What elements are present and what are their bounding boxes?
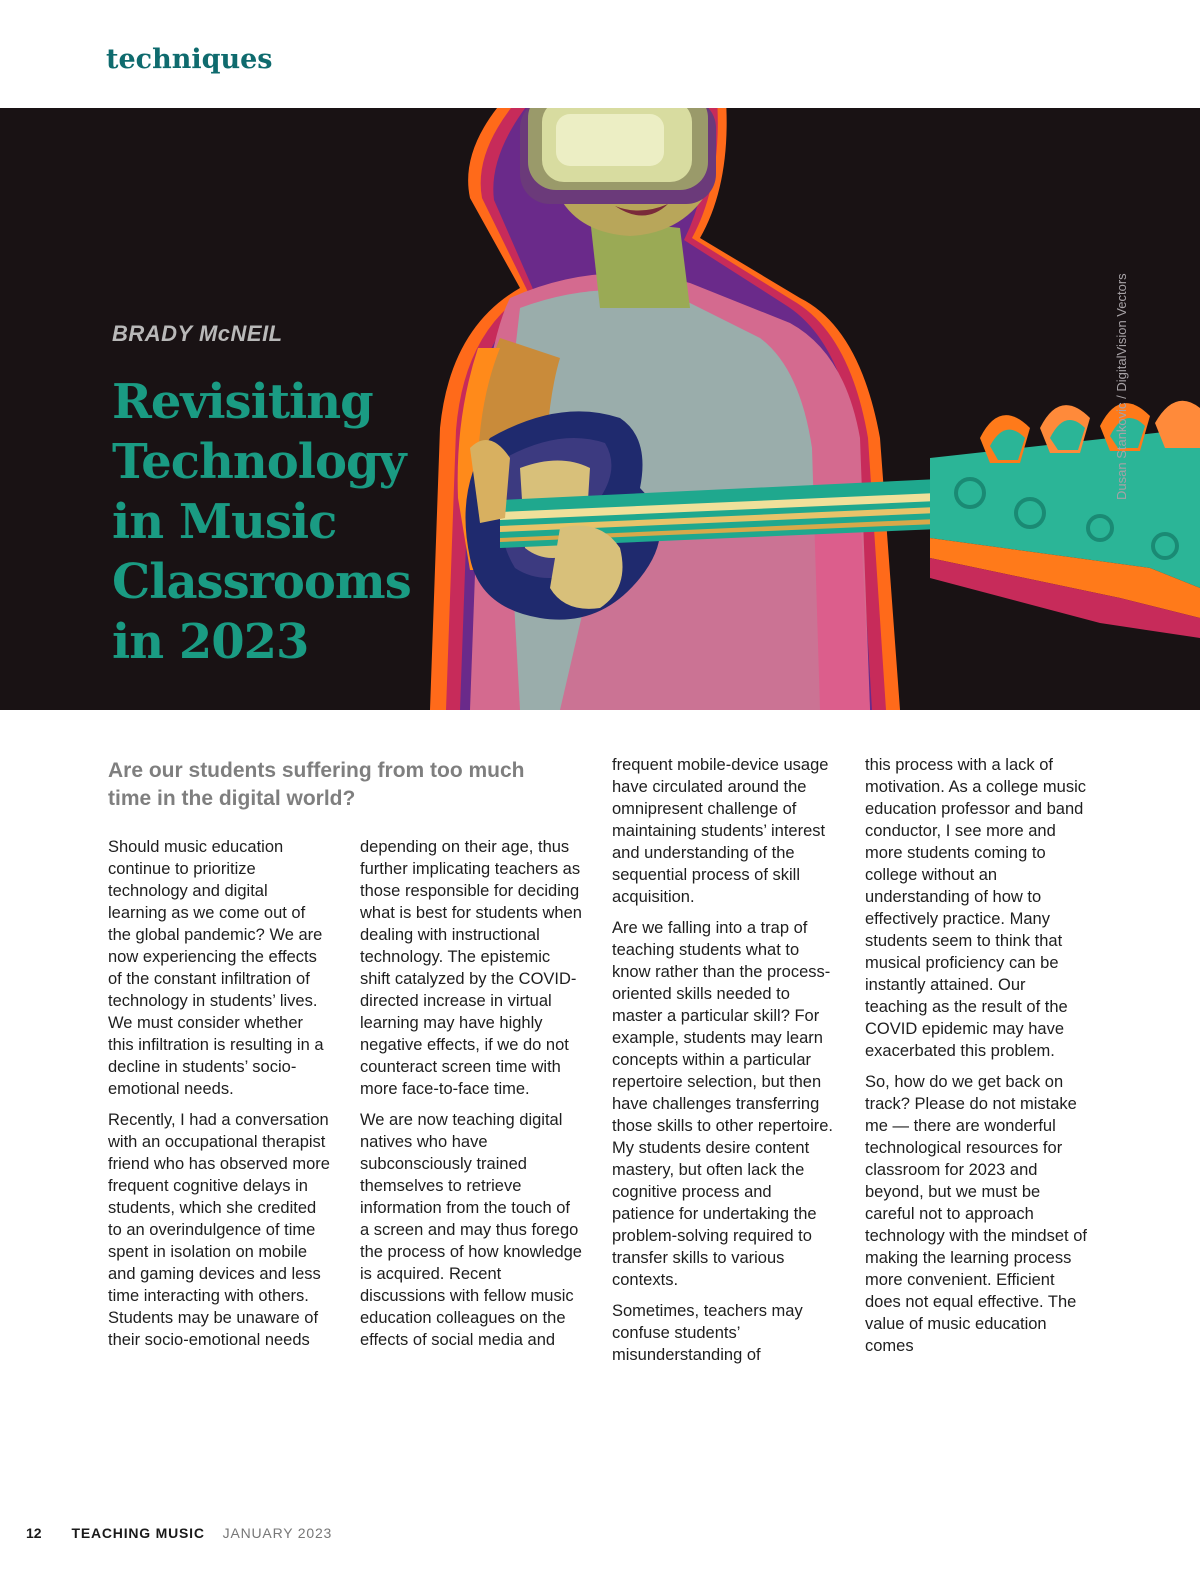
article-headline	[112, 372, 442, 672]
headline-line: Classrooms	[112, 554, 411, 610]
hero-illustration	[0, 108, 1200, 710]
body-column-4	[865, 754, 1089, 1366]
paragraph: Are we falling into a trap of teaching students what to know rather than the process-oriented skills needed to master a particular skill? For example, students may learn concepts within a particular repertoire selection, but then have challenges transferring those skills to other repertoire. My students desire content mastery, but often lack the cognitive process and patience for undertaking the problem-solving required to transfer skills to various contexts.	[612, 919, 834, 1289]
headline-line: Technology	[112, 434, 406, 490]
body-column-1	[108, 836, 330, 1360]
headline-line: in Music	[112, 494, 337, 550]
headline-line: in 2023	[112, 614, 309, 670]
paragraph: Should music education continue to prioritize technology and digital learning as we come out of the global pandemic? We are now experiencing the effects of the constant infiltration of technology in students’ lives. We must consider whether this infiltration is resulting in a decline in students’ socio-emotional needs.	[108, 838, 324, 1098]
paragraph: We are now teaching digital natives who have subconsciously trained themselves to retrieve information from the touch of a screen and may thus forego the process of how knowledge is acquired. Recent discussions with fellow music education colleagues on the effects of social media and	[360, 1111, 582, 1349]
body-column-3	[612, 754, 834, 1375]
page-number: 12	[26, 1525, 42, 1541]
paragraph: this process with a lack of motivation. As a college music education professor and band conductor, I see more and more students coming to college without an understanding of how to effectively practice. Many students seem to think that musical proficiency can be instantly attained. Our teaching as the result of the COVID epidemic may have exacerbated this problem.	[865, 756, 1087, 1060]
article-dek: Are our students suffering from too much time in the digital world?	[108, 759, 525, 810]
paragraph: Sometimes, teachers may confuse students’ misunderstanding of	[612, 1302, 803, 1364]
paragraph: frequent mobile-device usage have circulated around the omnipresent challenge of maintaining students’ interest and understanding of the sequential process of skill acquisition.	[612, 756, 829, 906]
issue-date: JANUARY 2023	[222, 1525, 333, 1541]
headline-line: Revisiting	[112, 374, 373, 430]
magazine-name: TEACHING MUSIC	[71, 1525, 205, 1541]
page-footer	[26, 1525, 332, 1541]
section-label: techniques	[106, 44, 273, 75]
body-column-2	[360, 836, 582, 1360]
author-byline: BRADY McNEIL	[112, 321, 283, 346]
photo-credit: Dusan Stankovic / DigitalVision Vectors	[1114, 273, 1129, 500]
paragraph: So, how do we get back on track? Please do not mistake me — there are wonderful technological resources for classroom for 2023 and beyond, but we must be careful not to approach technology with the mindset of making the learning process more convenient. Efficient does not equal effective. The value of music education comes	[865, 1073, 1087, 1355]
vr-headset	[520, 108, 716, 204]
fretting-hand	[550, 526, 623, 609]
paragraph: depending on their age, thus further implicating teachers as those responsible for deciding what is best for students when dealing with instructional technology. The epistemic shift catalyzed by the COVID-directed increase in virtual learning may have highly negative effects, if we do not counteract screen time with more face-to-face time.	[360, 838, 582, 1098]
paragraph: Recently, I had a conversation with an occupational therapist friend who has observed more frequent cognitive delays in students, which she credited to an overindulgence of time spent in isolation on mobile and gaming devices and less time interacting with others. Students may be unaware of their socio-emotional needs	[108, 1111, 330, 1349]
